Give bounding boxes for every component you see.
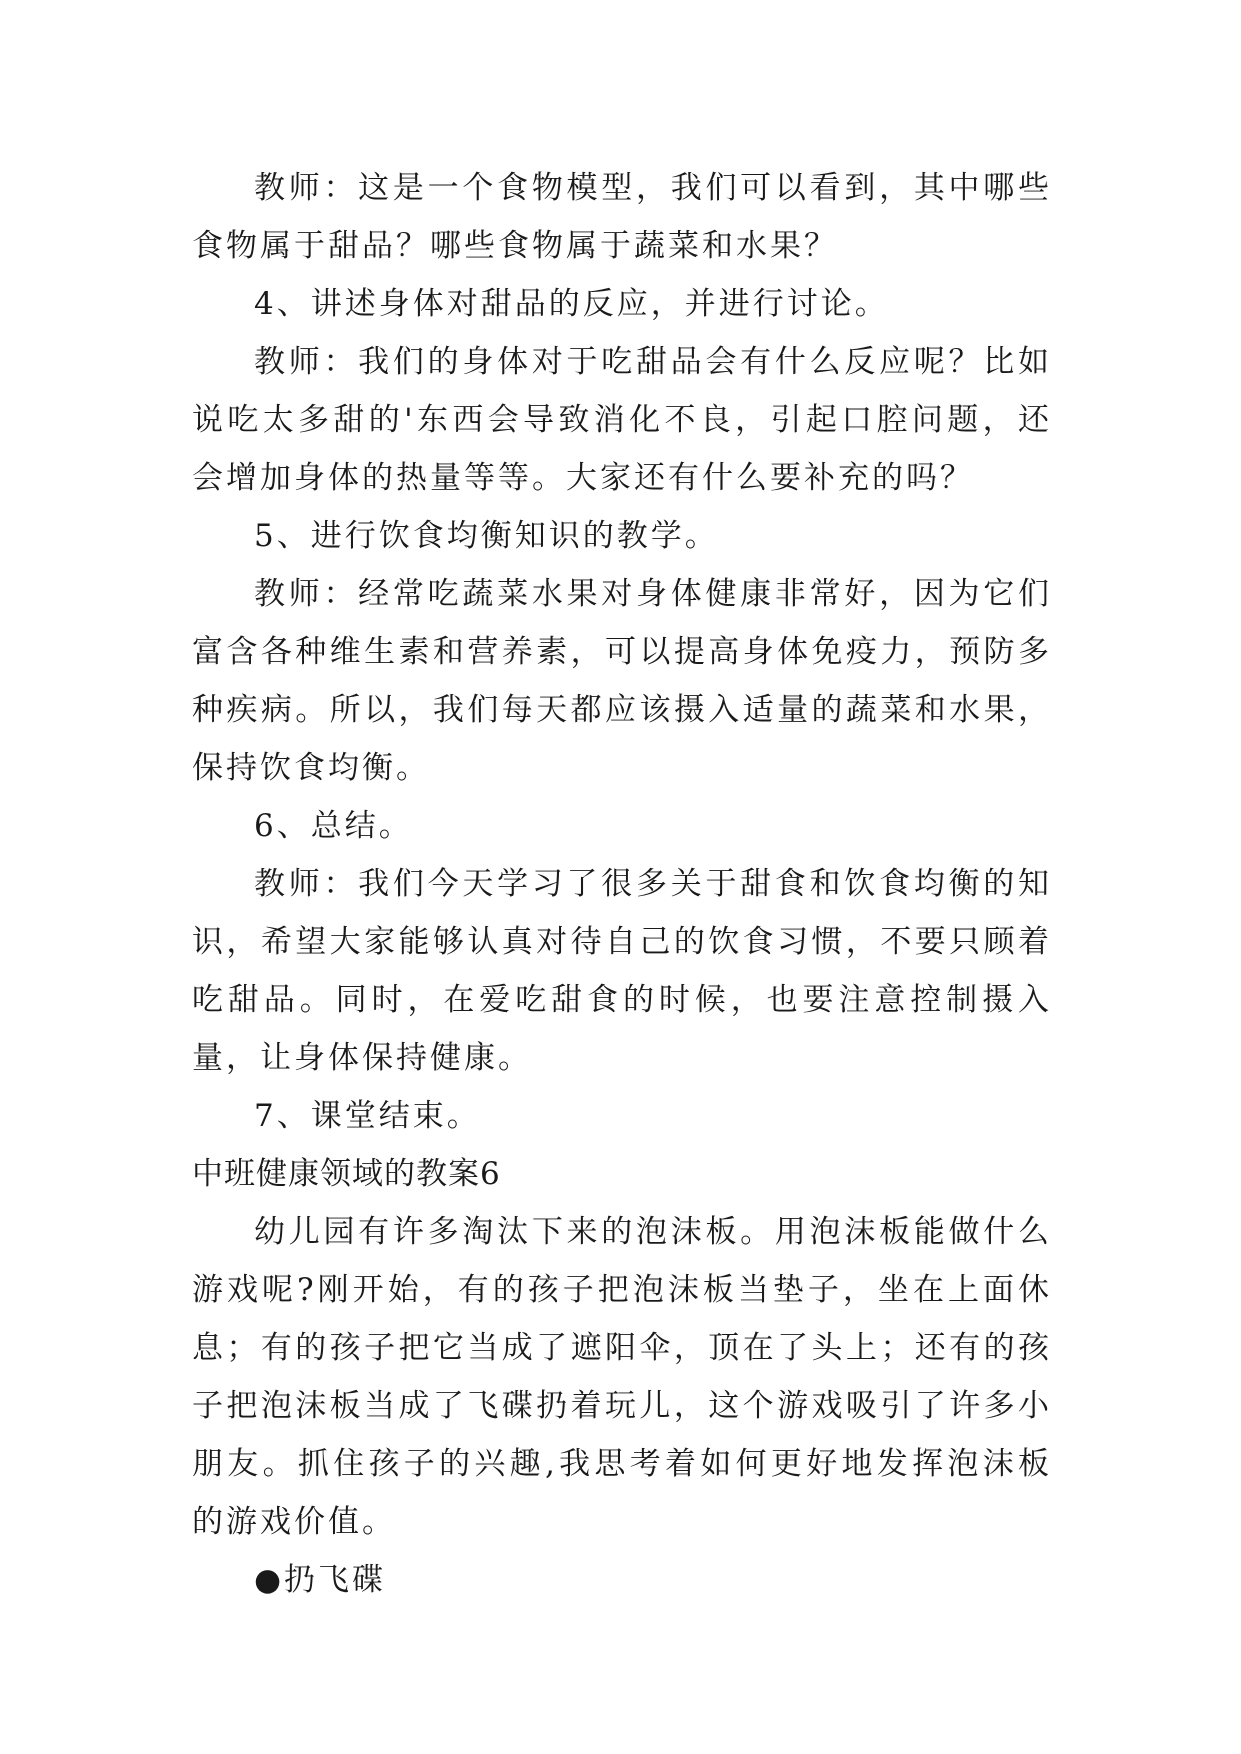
paragraph: 教师：经常吃蔬菜水果对身体健康非常好，因为它们富含各种维生素和营养素，可以提高身体免疫力，预防多种疾病。所以，我们每天都应该摄入适量的蔬菜和水果，保持饮食均衡。 xyxy=(192,576,1052,786)
step-heading: 5、进行饮食均衡知识的教学。 xyxy=(254,518,719,554)
paragraph: 教师：我们今天学习了很多关于甜食和饮食均衡的知识，希望大家能够认真对待自己的饮食习惯，不要只顾着吃甜品。同时，在爱吃甜食的时候，也要注意控制摄入量，让身体保持健康。 xyxy=(192,866,1052,1076)
step-heading: 4、讲述身体对甜品的反应，并进行讨论。 xyxy=(254,286,889,322)
paragraph: 幼儿园有许多淘汰下来的泡沫板。用泡沫板能做什么游戏呢?刚开始，有的孩子把泡沫板当垫子，坐在上面休息；有的孩子把它当成了遮阳伞，顶在了头上；还有的孩子把泡沫板当成了飞碟扔着玩儿，这个游戏吸引了许多小朋友。抓住孩子的兴趣,我思考着如何更好地发挥泡沫板的游戏价值。 xyxy=(192,1214,1052,1540)
section-title: 中班健康领域的教案6 xyxy=(192,1156,501,1192)
paragraph: 教师：我们的身体对于吃甜品会有什么反应呢？比如说吃太多甜的'东西会导致消化不良，引起口腔问题，还会增加身体的热量等等。大家还有什么要补充的吗？ xyxy=(192,344,1052,496)
document-body xyxy=(192,159,1052,1609)
bullet-heading: ●扔飞碟 xyxy=(254,1562,387,1598)
step-heading: 7、课堂结束。 xyxy=(254,1098,481,1134)
step-heading: 6、总结。 xyxy=(254,808,413,844)
paragraph: 教师：这是一个食物模型，我们可以看到，其中哪些食物属于甜品？哪些食物属于蔬菜和水果？ xyxy=(192,170,1052,264)
